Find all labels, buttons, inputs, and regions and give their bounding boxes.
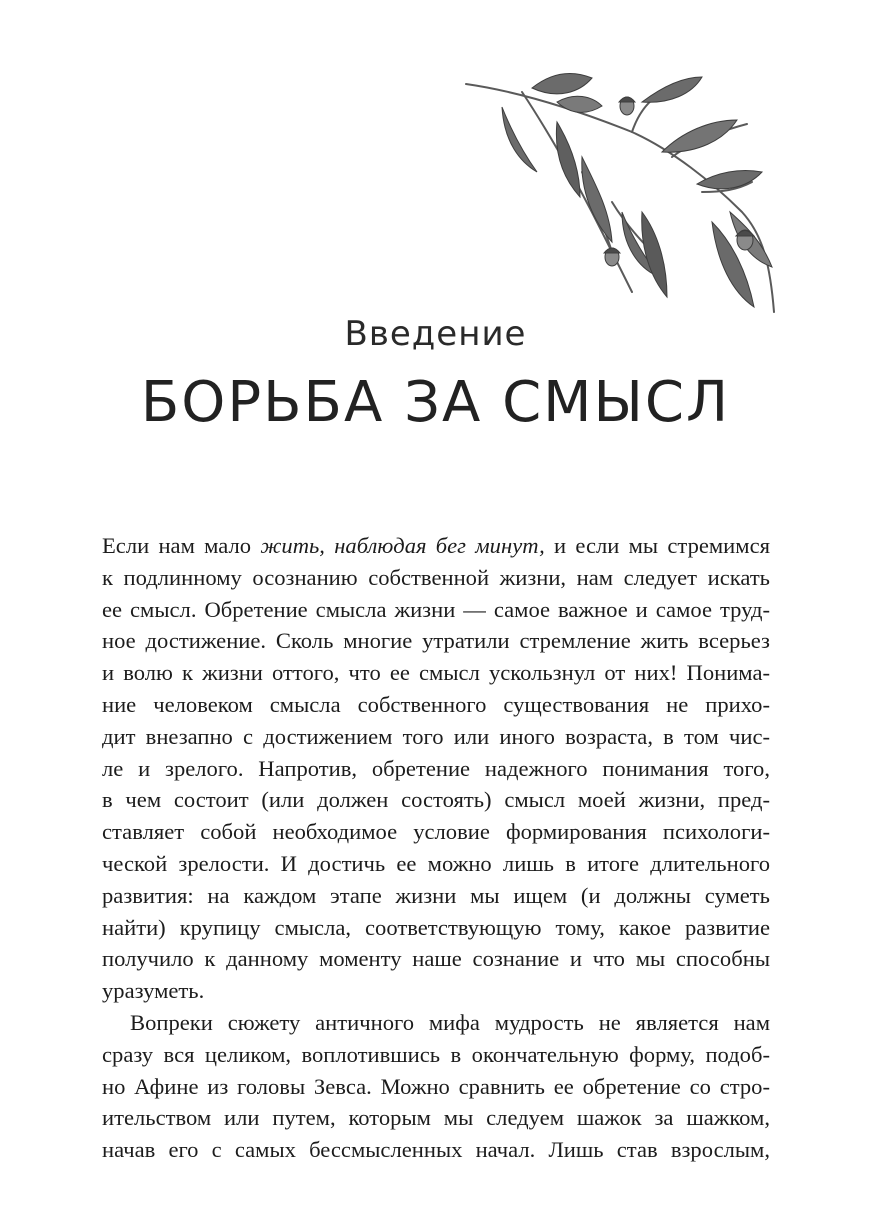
text-line: ставляет собой необходимое условие формирования психологи- xyxy=(102,819,770,845)
text-line: и волю к жизни оттого, что ее смысл ускользнул от них! Понима- xyxy=(102,660,770,686)
text-line: ние человеком смысла собственного существования не прихо- xyxy=(102,691,770,717)
text-line: ное достижение. Сколь многие утратили стремление жить всерьез xyxy=(102,628,770,654)
body-text xyxy=(102,530,770,1166)
text-line: Если нам мало жить, наблюдая бег минут, и если мы стремимся xyxy=(102,533,770,558)
text-line: к подлинному осознанию собственной жизни, нам следует искать xyxy=(102,564,770,590)
text-line: получило к данному моменту наше сознание и что мы способны xyxy=(102,946,770,972)
text-line: ительством или путем, которым мы следуем шажок за шажком, xyxy=(102,1105,770,1131)
text-line: уразуметь. xyxy=(102,978,205,1004)
text-line: в чем состоит (или должен состоять) смысл моей жизни, пред- xyxy=(102,787,770,813)
text-line: сразу вся целиком, воплотившись в окончательную форму, подоб- xyxy=(102,1041,770,1067)
chapter-label: Введение xyxy=(344,314,527,354)
text-line: но Афине из головы Зевса. Можно сравнить ее обретение со стро- xyxy=(102,1073,770,1099)
text-line: ле и зрелого. Напротив, обретение надежного понимания того, xyxy=(102,755,770,781)
text-line: ее смысл. Обретение смысла жизни — самое важное и самое труд- xyxy=(102,596,770,622)
text-line: начав его с самых бессмысленных начал. Лишь став взрослым, xyxy=(102,1137,770,1163)
text-line: найти) крупицу смысла, соответствующую тому, какое развитие xyxy=(102,914,770,940)
chapter-title: БОРЬБА ЗА СМЫСЛ xyxy=(140,370,731,435)
text-line: Вопреки сюжету античного мифа мудрость не является нам xyxy=(130,1009,770,1035)
oak-branch-icon xyxy=(462,62,782,330)
text-line: ческой зрелости. И достичь ее можно лишь в итоге длительного xyxy=(102,850,770,876)
text-line: дит внезапно с достижением того или иного возраста, в том чис- xyxy=(102,723,770,749)
text-line: развития: на каждом этапе жизни мы ищем (и должны суметь xyxy=(102,882,770,908)
